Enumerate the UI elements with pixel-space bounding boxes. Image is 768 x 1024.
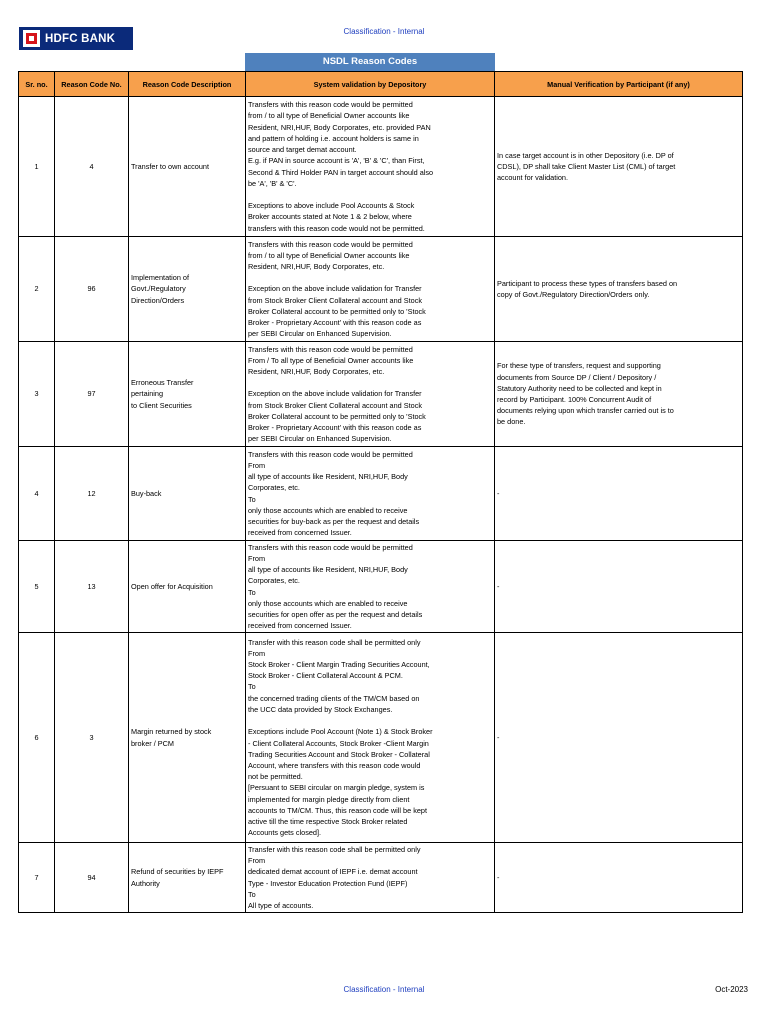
footer-date: Oct-2023 xyxy=(715,985,748,994)
cell-system-validation: Transfers with this reason code would be permitted From / To all type of Beneficial Owner accounts like Resident, NRI,HUF, Body Corporates, etc. Exception on the above include validation for Transfer from Stock Broker Client Collateral account and Stock Broker Collateral account to be permitted only to 'Stock Broker - Proprietary Account' with this reason code as per SEBI Circular on Enhanced Supervision. xyxy=(246,342,495,447)
table-row xyxy=(19,342,743,447)
cell-reason-code: 96 xyxy=(55,237,129,342)
cell-manual-verification: For these type of transfers, request and supporting documents from Source DP / Client / Depository / Statutory Authority need to be collected and kept in record by Participant. 100% Concurrent Audit of documents relying upon which transfer carried out is to be done. xyxy=(495,342,743,447)
cell-reason-code: 97 xyxy=(55,342,129,447)
cell-sr-no: 1 xyxy=(19,97,55,237)
cell-description: Refund of securities by IEPF Authority xyxy=(129,843,246,913)
header-manual-verification: Manual Verification by Participant (if any) xyxy=(495,72,743,97)
table-row xyxy=(19,843,743,913)
hdfc-logo-icon xyxy=(23,30,40,47)
cell-system-validation: Transfer with this reason code shall be permitted only From dedicated demat account of IEPF i.e. demat account Type - Investor Education Protection Fund (IEPF) To All type of accounts. xyxy=(246,843,495,913)
cell-description: Margin returned by stock broker / PCM xyxy=(129,633,246,843)
cell-system-validation: Transfers with this reason code would be permitted From all type of accounts like Resident, NRI,HUF, Body Corporates, etc. To only those accounts which are enabled to receive securities for buy-back as per the request and details received from concerned Issuer. xyxy=(246,447,495,541)
cell-manual-verification: - xyxy=(495,541,743,633)
classification-label-bottom: Classification - Internal xyxy=(343,985,425,994)
cell-description: Implementation of Govt./Regulatory Direction/Orders xyxy=(129,237,246,342)
table-header-row xyxy=(19,72,743,97)
cell-reason-code: 3 xyxy=(55,633,129,843)
cell-manual-verification: - xyxy=(495,447,743,541)
cell-system-validation: Transfers with this reason code would be permitted from / to all type of Beneficial Owner accounts like Resident, NRI,HUF, Body Corporates, etc. Exception on the above include validation for Transfer from Stock Broker Client Collateral account and Stock Broker Collateral account to be permitted only to 'Stock Broker - Proprietary Account' with this reason code as per SEBI Circular on Enhanced Supervision. xyxy=(246,237,495,342)
cell-description: Open offer for Acquisition xyxy=(129,541,246,633)
cell-sr-no: 7 xyxy=(19,843,55,913)
table-row xyxy=(19,447,743,541)
table-row xyxy=(19,97,743,237)
cell-reason-code: 4 xyxy=(55,97,129,237)
cell-description: Buy-back xyxy=(129,447,246,541)
table-row xyxy=(19,541,743,633)
table-row xyxy=(19,237,743,342)
cell-sr-no: 3 xyxy=(19,342,55,447)
reason-codes-table xyxy=(18,71,743,913)
logo-text: HDFC BANK xyxy=(45,32,116,45)
cell-manual-verification: Participant to process these types of transfers based on copy of Govt./Regulatory Direction/Orders only. xyxy=(495,237,743,342)
hdfc-bank-logo xyxy=(19,27,133,50)
classification-label-top: Classification - Internal xyxy=(343,27,425,36)
cell-sr-no: 2 xyxy=(19,237,55,342)
cell-sr-no: 5 xyxy=(19,541,55,633)
cell-sr-no: 6 xyxy=(19,633,55,843)
cell-system-validation: Transfers with this reason code would be permitted from / to all type of Beneficial Owner accounts like Resident, NRI,HUF, Body Corporates, etc. provided PAN and pattern of holding i.e. account holders is same in source and target demat account. E.g. if PAN in source account is 'A', 'B' & 'C', than First, Second & Third Holder PAN in target account should also be 'A', 'B' & 'C'. Exceptions to above include Pool Accounts & Stock Broker accounts stated at Note 1 & 2 below, where transfers with this reason code would not be permitted. xyxy=(246,97,495,237)
cell-manual-verification: - xyxy=(495,633,743,843)
cell-system-validation: Transfers with this reason code would be permitted From all type of accounts like Resident, NRI,HUF, Body Corporates, etc. To only those accounts which are enabled to receive securities for open offer as per the request and details received from concerned Issuer. xyxy=(246,541,495,633)
cell-reason-code: 94 xyxy=(55,843,129,913)
document-title: NSDL Reason Codes xyxy=(245,53,495,71)
cell-description: Erroneous Transfer pertaining to Client Securities xyxy=(129,342,246,447)
header-reason-code: Reason Code No. xyxy=(55,72,129,97)
cell-description: Transfer to own account xyxy=(129,97,246,237)
header-system-validation: System validation by Depository xyxy=(246,72,495,97)
cell-manual-verification: - xyxy=(495,843,743,913)
cell-sr-no: 4 xyxy=(19,447,55,541)
cell-reason-code: 13 xyxy=(55,541,129,633)
cell-reason-code: 12 xyxy=(55,447,129,541)
cell-system-validation: Transfer with this reason code shall be permitted only From Stock Broker - Client Margin Trading Securities Account, Stock Broker - Client Collateral Account & PCM. To the concerned trading clients of the TM/CM based on the UCC data provided by Stock Exchanges. Exceptions include Pool Account (Note 1) & Stock Broker - Client Collateral Accounts, Stock Broker -Client Margin Trading Securities Account and Stock Broker - Collateral Account, where transfers with this reason code would not be permitted. [Persuant to SEBI circular on margin pledge, system is implemented for margin pledge directly from client accounts to TM/CM. Thus, this reason code will be kept active till the time respective Stock Broker related Accounts gets closed]. xyxy=(246,633,495,843)
header-sr-no: Sr. no. xyxy=(19,72,55,97)
header-description: Reason Code Description xyxy=(129,72,246,97)
cell-manual-verification: In case target account is in other Depository (i.e. DP of CDSL), DP shall take Client Master List (CML) of target account for validation. xyxy=(495,97,743,237)
table-row xyxy=(19,633,743,843)
